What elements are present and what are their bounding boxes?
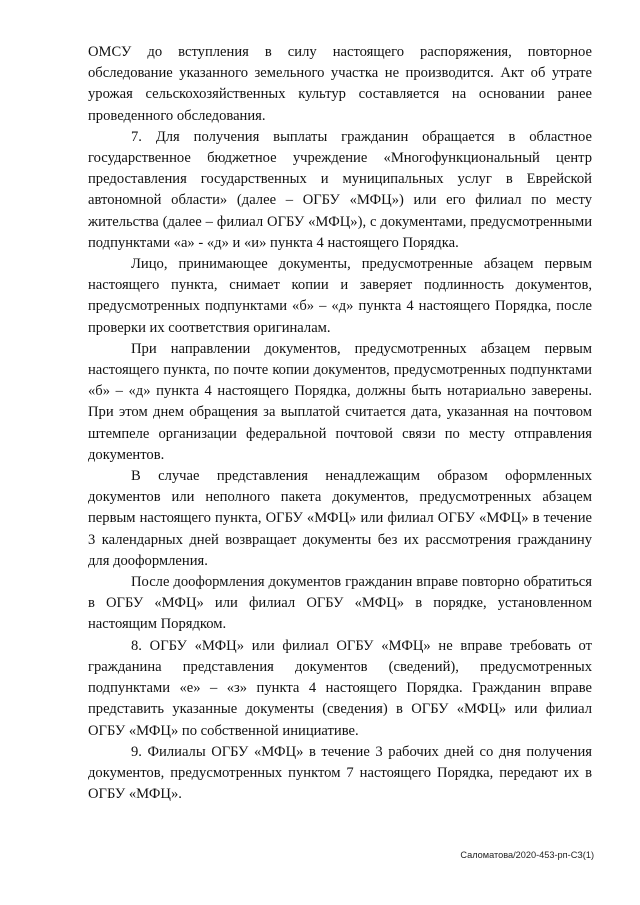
document-body <box>88 42 592 805</box>
paragraph-continuation: ОМСУ до вступления в силу настоящего распоряжения, повторное обследование указанного земельного участка не производится. Акт об утрате урожая сельскохозяйственных культур составляется на основании ранее проведенного обследования. <box>88 44 592 124</box>
paragraph-incomplete-documents: В случае представления ненадлежащим образом оформленных документов или неполного пакета документов, предусмотренных абзацем первым настоящего пункта, ОГБУ «МФЦ» или филиал ОГБУ «МФЦ» в течение 3 календарных дней возвращает документы без их рассмотрения гражданину для дооформления. <box>88 468 592 569</box>
paragraph-item-8: 8. ОГБУ «МФЦ» или филиал ОГБУ «МФЦ» не вправе требовать от гражданина представления документов (сведений), предусмотренных подпунктами «е» – «з» пункта 4 настоящего Порядка. Гражданин вправе представить указанные документы (сведения) в ОГБУ «МФЦ» или филиал ОГБУ «МФЦ» по собственной инициативе. <box>88 637 592 739</box>
footer-document-code: Саломатова/2020-453-рп-СЗ(1) <box>460 850 594 860</box>
paragraph-item-9: 9. Филиалы ОГБУ «МФЦ» в течение 3 рабочих дней со дня получения документов, предусмотренных пунктом 7 настоящего Порядка, передают их в ОГБУ «МФЦ». <box>88 743 592 803</box>
paragraph-item-7: 7. Для получения выплаты гражданин обращается в областное государственное бюджетное учреждение «Многофункциональный центр предоставления государственных и муниципальных услуг в Еврейской автономной области» (далее – ОГБУ «МФЦ») или его филиал по месту жительства (далее – филиал ОГБУ «МФЦ»), с документами, предусмотренными подпунктами «а» - «д» и «и» пункта 4 настоящего Порядка. <box>88 128 592 251</box>
paragraph-copies-certification: Лицо, принимающее документы, предусмотренные абзацем первым настоящего пункта, снимает копии и заверяет подлинность документов, предусмотренных подпунктами «б» – «д» пункта 4 настоящего Порядка, после проверки их соответствия оригиналам. <box>88 256 592 336</box>
paragraph-resubmission: После дооформления документов гражданин вправе повторно обратиться в ОГБУ «МФЦ» или филиал ОГБУ «МФЦ» в порядке, установленном настоящим Порядком. <box>88 574 592 633</box>
paragraph-postal-submission: При направлении документов, предусмотренных абзацем первым настоящего пункта, по почте копии документов, предусмотренных подпунктами «б» – «д» пункта 4 настоящего Порядка, должны быть нотариально заверены. При этом днем обращения за выплатой считается дата, указанная на почтовом штемпеле организации федеральной почтовой связи по месту отправления документов. <box>88 340 592 463</box>
